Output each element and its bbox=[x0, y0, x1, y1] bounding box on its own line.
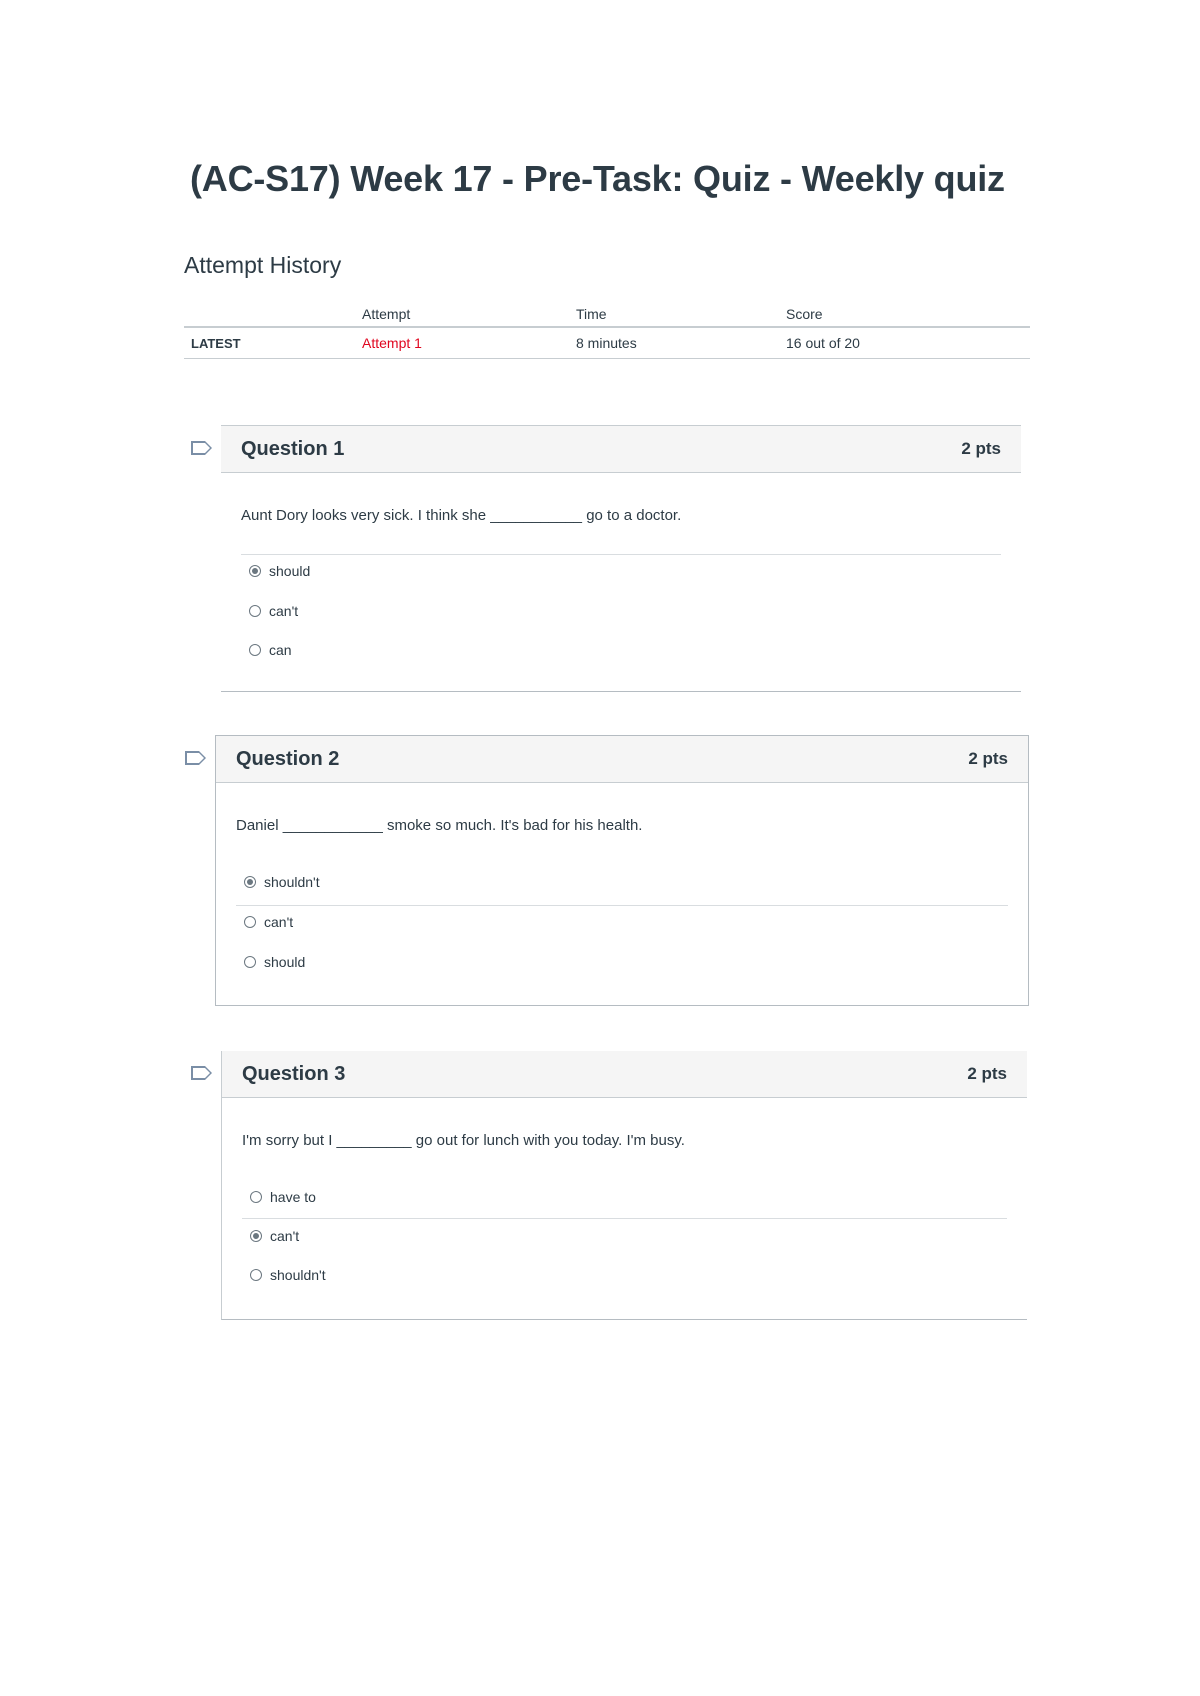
radio-selected-icon[interactable] bbox=[244, 876, 256, 888]
answer-option[interactable] bbox=[244, 952, 305, 972]
radio-unselected-icon[interactable] bbox=[249, 644, 261, 656]
column-header-attempt: Attempt bbox=[362, 290, 576, 327]
answer-option[interactable] bbox=[249, 640, 292, 660]
answer-label: can't bbox=[270, 1228, 300, 1244]
attempt-link[interactable]: Attempt 1 bbox=[362, 335, 422, 351]
question-text: I'm sorry but I _________ go out for lunch with you today. I'm busy. bbox=[242, 1132, 685, 1149]
flag-question-icon[interactable] bbox=[191, 441, 205, 455]
radio-unselected-icon[interactable] bbox=[244, 956, 256, 968]
answer-label: should bbox=[264, 954, 306, 970]
question-points: 2 pts bbox=[961, 439, 1001, 458]
question-points: 2 pts bbox=[968, 749, 1008, 768]
answer-label: can't bbox=[264, 914, 294, 930]
radio-selected-icon[interactable] bbox=[249, 565, 261, 577]
question-name: Question 3 bbox=[242, 1063, 346, 1085]
flag-question-icon[interactable] bbox=[185, 751, 199, 765]
table-row bbox=[184, 327, 1030, 359]
question-name: Question 1 bbox=[241, 438, 345, 460]
answer-option[interactable] bbox=[244, 912, 293, 932]
question-header bbox=[221, 426, 1021, 473]
question-points: 2 pts bbox=[967, 1064, 1007, 1083]
latest-label: LATEST bbox=[184, 327, 362, 359]
answer-option[interactable] bbox=[249, 601, 298, 621]
answer-option[interactable] bbox=[244, 872, 320, 892]
question-header bbox=[222, 1051, 1027, 1098]
answer-option[interactable] bbox=[249, 561, 310, 581]
answer-label: shouldn't bbox=[264, 874, 320, 890]
answer-option[interactable] bbox=[250, 1187, 316, 1207]
question-header bbox=[216, 736, 1028, 783]
divider bbox=[236, 905, 1008, 906]
answer-label: can't bbox=[269, 603, 299, 619]
question-text: Aunt Dory looks very sick. I think she ___________ go to a doctor. bbox=[241, 507, 682, 524]
divider bbox=[241, 554, 1001, 555]
page-title: (AC-S17) Week 17 - Pre-Task: Quiz - Weekly quiz bbox=[190, 158, 1005, 199]
answer-label: shouldn't bbox=[270, 1267, 326, 1283]
answer-label: have to bbox=[270, 1189, 316, 1205]
answer-option[interactable] bbox=[250, 1265, 326, 1285]
column-header-time: Time bbox=[576, 290, 786, 327]
column-header-score: Score bbox=[786, 290, 1030, 327]
answer-label: should bbox=[269, 563, 311, 579]
radio-selected-icon[interactable] bbox=[250, 1230, 262, 1242]
question-name: Question 2 bbox=[236, 748, 340, 770]
answer-option[interactable] bbox=[250, 1226, 299, 1246]
attempt-history-title: Attempt History bbox=[184, 252, 342, 278]
question-1 bbox=[221, 425, 1021, 692]
column-header-blank bbox=[184, 290, 362, 327]
attempt-history-table bbox=[184, 290, 1030, 359]
question-2 bbox=[215, 735, 1029, 1006]
radio-unselected-icon[interactable] bbox=[250, 1269, 262, 1281]
radio-unselected-icon[interactable] bbox=[249, 605, 261, 617]
time-cell: 8 minutes bbox=[576, 327, 786, 359]
radio-unselected-icon[interactable] bbox=[244, 916, 256, 928]
flag-question-icon[interactable] bbox=[191, 1066, 205, 1080]
answer-label: can bbox=[269, 642, 292, 658]
question-3 bbox=[221, 1051, 1027, 1320]
attempt-history-header-row bbox=[184, 290, 1030, 327]
score-cell: 16 out of 20 bbox=[786, 327, 1030, 359]
question-text: Daniel ____________ smoke so much. It's bad for his health. bbox=[236, 817, 643, 834]
attempt-cell bbox=[362, 327, 576, 359]
radio-unselected-icon[interactable] bbox=[250, 1191, 262, 1203]
divider bbox=[242, 1218, 1007, 1219]
